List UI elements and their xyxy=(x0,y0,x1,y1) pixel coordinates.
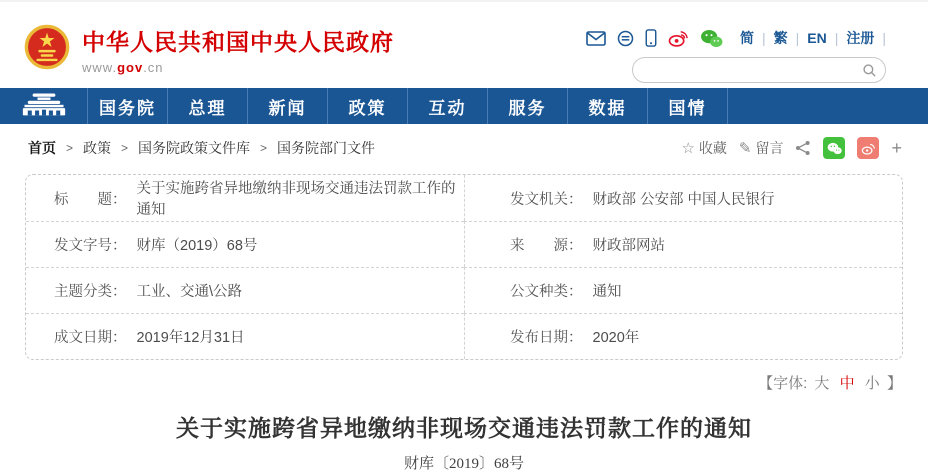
comment-button[interactable] xyxy=(739,138,784,158)
star-icon: ☆ xyxy=(681,140,695,157)
font-size-large[interactable]: 大 xyxy=(814,375,830,392)
breadcrumb-row xyxy=(0,124,928,169)
nav-item-interaction[interactable]: 互动 xyxy=(408,88,488,124)
pencil-icon: ✎ xyxy=(738,140,752,157)
accessibility-icon[interactable] xyxy=(617,30,634,47)
breadcrumb-separator: > xyxy=(260,141,268,155)
breadcrumb-separator: > xyxy=(121,141,129,155)
site-header xyxy=(0,2,928,88)
language-links: 简 | 繁 | EN | 注册 | xyxy=(739,30,886,46)
field-subject-category: 主题分类： 工业、交通\公路 xyxy=(26,267,464,313)
font-size-medium[interactable]: 中 xyxy=(839,375,855,392)
header-right xyxy=(586,28,886,83)
lang-simplified[interactable]: 简 xyxy=(739,30,754,46)
wechat-icon[interactable] xyxy=(700,29,723,48)
wechat-share-icon xyxy=(827,142,842,155)
article-doc-number: 财库〔2019〕68号 xyxy=(403,456,524,472)
nav-item-state-council[interactable]: 国务院 xyxy=(88,88,168,124)
comment-label: 留言 xyxy=(755,140,784,156)
site-url: www.gov.cn xyxy=(82,60,164,75)
nav-item-policy[interactable]: 政策 xyxy=(328,88,408,124)
breadcrumb-home[interactable]: 首页 xyxy=(28,140,56,156)
font-size-suffix: 】 xyxy=(886,375,902,392)
more-share-button[interactable]: + xyxy=(891,138,902,158)
nav-item-news[interactable]: 新闻 xyxy=(248,88,328,124)
breadcrumb-separator: > xyxy=(66,141,74,155)
national-emblem-icon xyxy=(24,24,70,75)
search-box xyxy=(632,57,886,83)
main-nav xyxy=(0,88,928,124)
share-button[interactable] xyxy=(795,140,811,156)
share-icon xyxy=(795,140,811,156)
site-logo[interactable] xyxy=(24,24,394,75)
font-size-small[interactable]: 小 xyxy=(864,375,880,392)
mail-icon[interactable] xyxy=(586,31,606,46)
search-input[interactable] xyxy=(645,60,862,80)
nav-item-services[interactable]: 服务 xyxy=(488,88,568,124)
document-info-table xyxy=(25,174,903,360)
favorite-label: 收藏 xyxy=(698,140,727,156)
nav-item-national-conditions[interactable]: 国情 xyxy=(648,88,728,124)
breadcrumb xyxy=(28,138,375,158)
share-weibo-button[interactable] xyxy=(857,137,879,159)
weibo-share-icon xyxy=(861,142,876,155)
site-title: 中华人民共和国中央人民政府 xyxy=(82,29,394,55)
field-issuing-agency: 发文机关： 财政部 公安部 中国人民银行 xyxy=(464,175,902,221)
nav-item-premier[interactable]: 总理 xyxy=(168,88,248,124)
page-actions xyxy=(681,137,902,159)
mobile-icon[interactable] xyxy=(645,29,657,47)
field-document-number: 发文字号： 财库（2019）68号 xyxy=(26,221,464,267)
nav-item-data[interactable]: 数据 xyxy=(568,88,648,124)
favorite-button[interactable] xyxy=(681,138,726,158)
tiananmen-icon xyxy=(18,91,70,122)
field-date-written: 成文日期： 2019年12月31日 xyxy=(26,313,464,359)
breadcrumb-department-documents[interactable]: 国务院部门文件 xyxy=(277,140,376,156)
field-source: 来 源： 财政部网站 xyxy=(464,221,902,267)
search-icon[interactable] xyxy=(862,63,877,78)
register-link[interactable]: 注册 xyxy=(846,30,875,46)
field-document-type: 公文种类： 通知 xyxy=(464,267,902,313)
breadcrumb-policy[interactable]: 政策 xyxy=(83,140,112,156)
font-size-prefix: 【字体: xyxy=(758,375,808,392)
field-title: 标 题： 关于实施跨省异地缴纳非现场交通违法罚款工作的通知 xyxy=(54,181,456,218)
article-title: 关于实施跨省异地缴纳非现场交通违法罚款工作的通知 xyxy=(176,416,752,441)
font-size-selector xyxy=(0,372,902,393)
nav-home-button[interactable] xyxy=(0,88,88,124)
lang-english[interactable]: EN xyxy=(807,30,827,46)
logo-text xyxy=(82,24,394,75)
weibo-icon[interactable] xyxy=(668,29,689,47)
breadcrumb-policy-library[interactable]: 国务院政策文件库 xyxy=(138,140,251,156)
field-date-published: 发布日期： 2020年 xyxy=(464,313,902,359)
header-icon-row xyxy=(586,28,886,48)
lang-traditional[interactable]: 繁 xyxy=(773,30,788,46)
share-wechat-button[interactable] xyxy=(823,137,845,159)
